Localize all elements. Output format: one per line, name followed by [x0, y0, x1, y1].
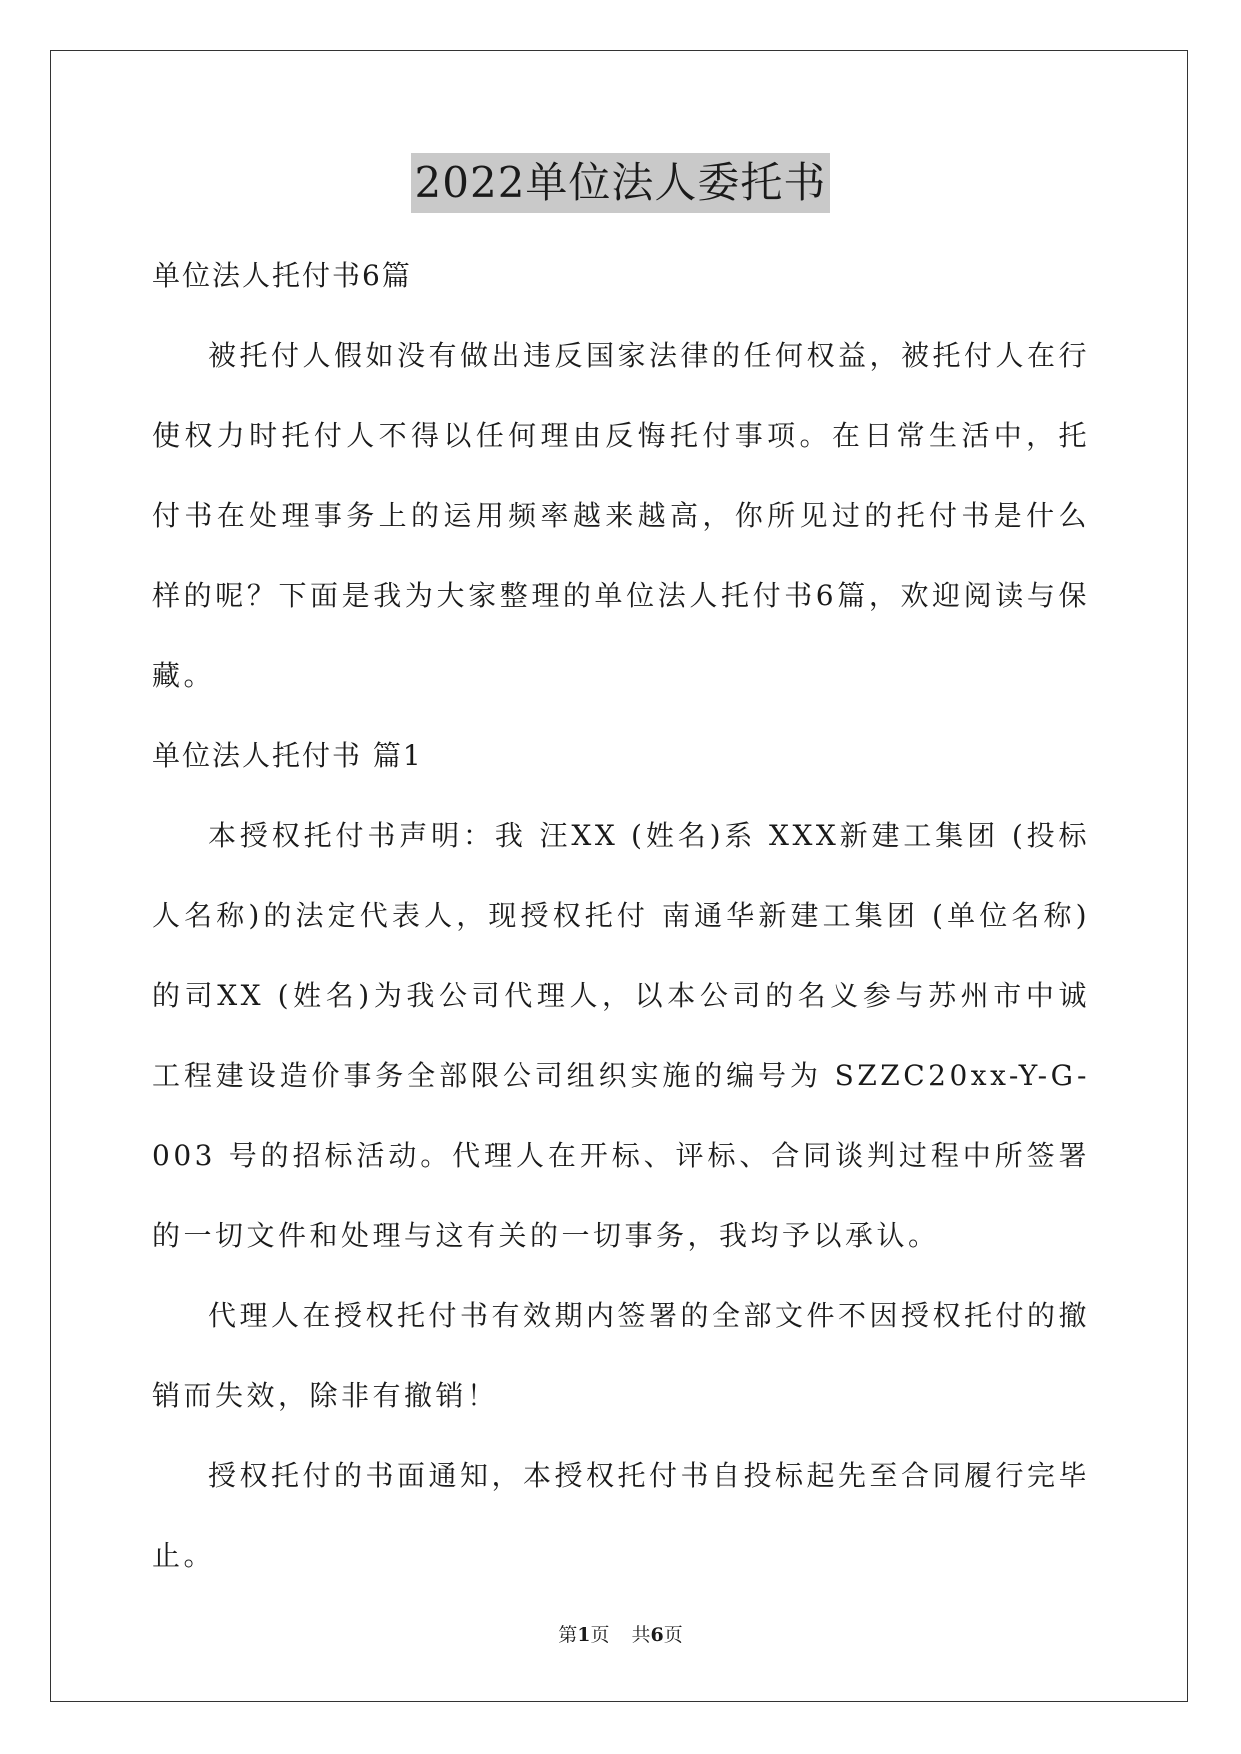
footer-prefix: 第 [558, 1624, 578, 1646]
body-paragraph: 代理人在授权托付书有效期内签署的全部文件不因授权托付的撤销而失效，除非有撤销！ [152, 1299, 1091, 1412]
body-paragraph: 本授权托付书声明：我 汪XX (姓名)系 XXX新建工集团 (投标人名称)的法定代表人，现授权托付 南通华新建工集团 (单位名称)的司XX (姓名)为我公司代理人，以本公司的名义参与苏州市中诚工程建设造价事务全部限公司组织实施的编号为 SZZC20xx-Y-G-003 号的招标活动。代理人在开标、评标、合同谈判过程中所签署的一切文件和处理与这有关的一切事务，我均予以承认。 [152, 819, 1090, 1252]
page-footer [0, 1622, 1241, 1648]
document-body [152, 236, 1090, 1596]
total-pages-number: 6 [650, 1624, 664, 1646]
title-container [0, 153, 1241, 213]
footer-total-prefix: 共 [631, 1624, 651, 1646]
footer-page-suffix: 页 [590, 1624, 610, 1646]
footer-total-suffix: 页 [663, 1624, 683, 1646]
intro-paragraph: 被托付人假如没有做出违反国家法律的任何权益，被托付人在行使权力时托付人不得以任何理由反悔托付事项。在日常生活中，托付书在处理事务上的运用频率越来越高，你所见过的托付书是什么样的呢？下面是我为大家整理的单位法人托付书6篇，欢迎阅读与保藏。 [152, 339, 1091, 692]
current-page-number: 1 [577, 1624, 591, 1646]
section-heading: 单位法人托付书 篇1 [152, 739, 423, 772]
document-subtitle: 单位法人托付书6篇 [152, 259, 412, 292]
body-paragraph: 授权托付的书面通知，本授权托付书自投标起先至合同履行完毕止。 [152, 1459, 1091, 1572]
document-title: 2022单位法人委托书 [411, 153, 831, 213]
